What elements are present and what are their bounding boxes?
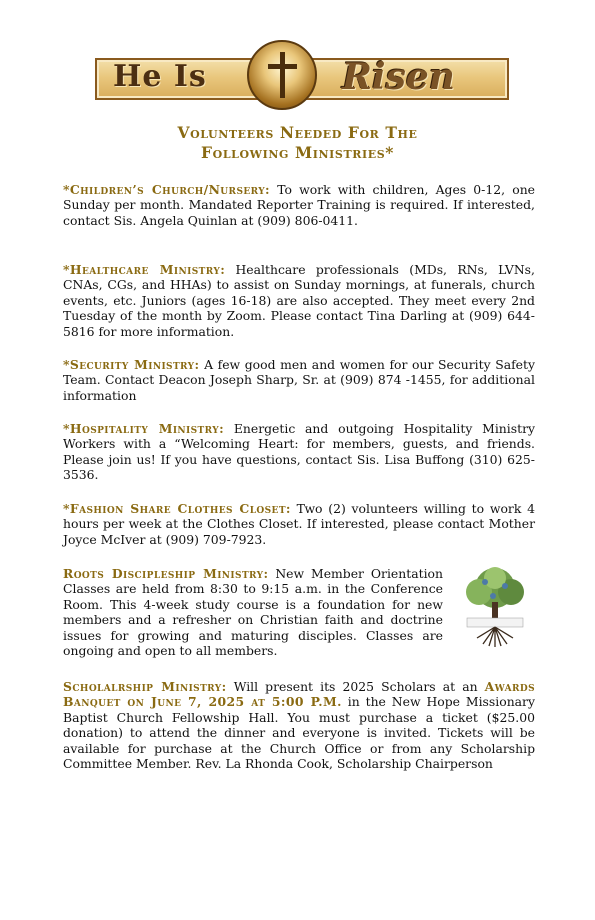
cross-vertical: [280, 52, 285, 98]
fashion-share-section: [63, 501, 535, 547]
roots-discipleship-section: [63, 566, 443, 658]
security-section: [63, 357, 535, 403]
page-heading: [40, 123, 555, 163]
healthcare-label: *Healthcare Ministry:: [63, 262, 226, 277]
cross-horizontal: [268, 64, 297, 69]
awards-banquet-highlight: Awards Banquet on June 7, 2025 at 5:00 P.M.: [63, 679, 535, 710]
hospitality-text: Energetic and outgoing Hospitality Ministry Workers with a “Welcoming Heart: for members, guests, and friends. Please join us! If you have questions, contact Sis. Lisa Buffong (310) 625-3536.: [63, 421, 535, 483]
security-label: *Security Ministry:: [63, 357, 200, 372]
banner-right-text: Risen: [342, 56, 455, 98]
fashion-share-text: Two (2) volunteers willing to work 4 hours per week at the Clothes Closet. If interested, please contact Mother Joyce McIver at (909) 709-7923.: [63, 501, 535, 547]
cross-medallion-icon: [247, 40, 317, 110]
scholarship-text-2: in the New Hope Missionary Baptist Church Fellowship Hall. You must purchase a ticket ($25.00 donation) to attend the dinner and everyone is invited. Tickets will be available for purchase at the Church Office or from any Scholarship Committee Member. Rev. La Rhonda Cook, Scholarship Chairperson: [63, 694, 535, 772]
he-is-risen-banner: [95, 40, 505, 108]
healthcare-text: Healthcare professionals (MDs, RNs, LVNs, CNAs, CGs, and HHAs) to assist on Sunday mornings, at funerals, church events, etc. Juniors (ages 16-18) are also accepted. They meet every 2nd Tuesday of the month by Zoom. Please contact Tina Darling at (909) 644-5816 for more information.: [63, 262, 535, 339]
heading-line-2: Following Ministries*: [201, 143, 394, 162]
roots-discipleship-text: New Member Orientation Classes are held from 8:30 to 9:15 a.m. in the Conference Room. This 4-week study course is a foundation for new members and a refresher on Christian faith and doctrine issues for growing and maturing disciples. Classes are ongoing and open to all members.: [63, 566, 443, 659]
roots-tree-logo-icon: [453, 566, 537, 648]
childrens-church-section: [63, 182, 535, 228]
roots-discipleship-label: Roots Discipleship Ministry:: [63, 566, 269, 581]
childrens-church-text: To work with children, Ages 0-12, one Sunday per month. Mandated Reporter Training is required. If interested, contact Sis. Angela Quinlan at (909) 806-0411.: [63, 182, 536, 228]
security-text: A few good men and women for our Security Safety Team. Contact Deacon Joseph Sharp, Sr. at (909) 874 -1455, for additional information: [63, 357, 535, 403]
hospitality-section: [63, 421, 535, 483]
childrens-church-label: *Children’s Church/Nursery:: [63, 182, 271, 197]
hospitality-label: *Hospitality Ministry:: [63, 421, 225, 436]
heading-line-1: Volunteers Needed For The: [177, 123, 418, 142]
healthcare-section: [63, 262, 535, 339]
scholarship-text-1: Will present its 2025 Scholars at an: [233, 679, 478, 694]
scholarship-section: [63, 679, 535, 771]
scholarship-label: Scholalrship Ministry:: [63, 679, 227, 694]
fashion-share-label: *Fashion Share Clothes Closet:: [63, 501, 291, 516]
banner-left-text: He Is: [113, 59, 207, 94]
